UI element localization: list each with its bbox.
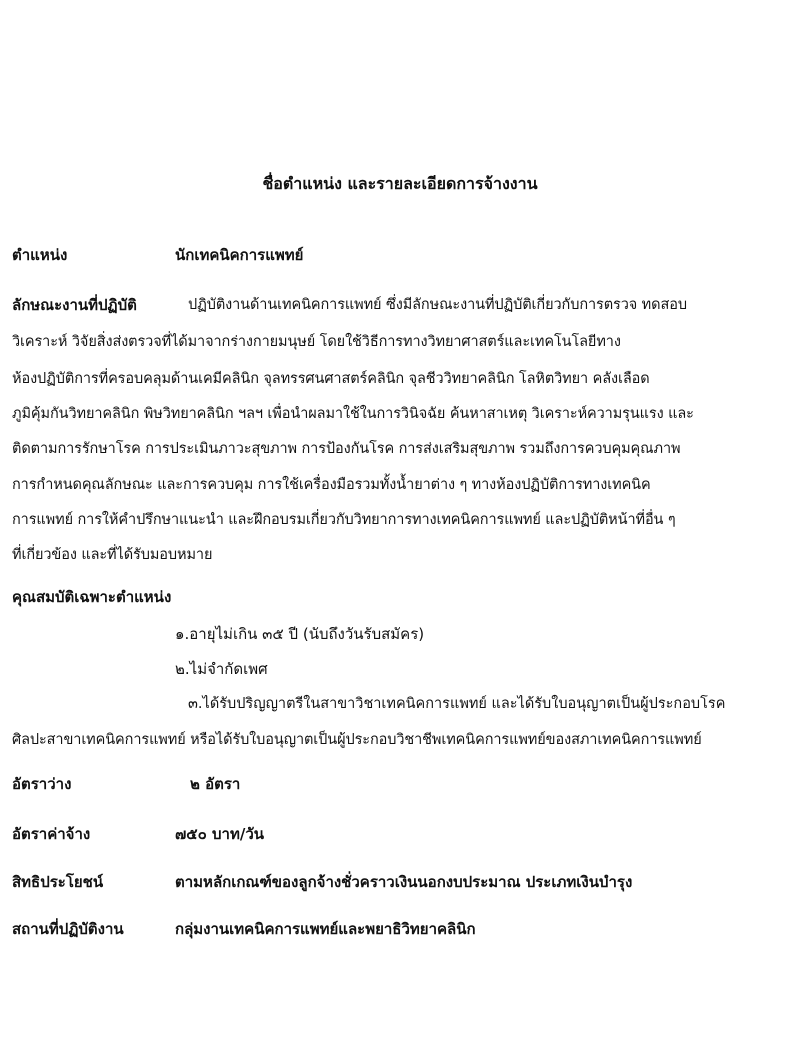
duties-line: การแพทย์ การให้คำปรึกษาแนะนำ และฝึกอบรมเกี่ยวกับวิทยาการทางเทคนิคการแพทย์ และปฏิบัติหน้าที่อื่น ๆ bbox=[12, 512, 676, 528]
duties-line: ห้องปฏิบัติการที่ครอบคลุมด้านเคมีคลินิก จุลทรรศนศาสตร์คลินิก จุลชีววิทยาคลินิก โลหิตวิทยา คลังเลือด bbox=[12, 371, 650, 387]
duties-label: ลักษณะงานที่ปฏิบัติ bbox=[12, 296, 137, 314]
workplace-label: สถานที่ปฏิบัติงาน bbox=[12, 920, 124, 938]
document-title: ชื่อตำแหน่ง และรายละเอียดการจ้างงาน bbox=[262, 174, 538, 193]
qualification-continuation: ศิลปะสาขาเทคนิคการแพทย์ หรือได้รับใบอนุญาตเป็นผู้ประกอบวิชาชีพเทคนิคการแพทย์ของสภาเทคนิคการแพทย์ bbox=[12, 732, 702, 748]
duties-line: ที่เกี่ยวข้อง และที่ได้รับมอบหมาย bbox=[12, 547, 213, 563]
vacancy-label: อัตราว่าง bbox=[12, 775, 72, 793]
benefits-value: ตามหลักเกณฑ์ของลูกจ้างชั่วคราวเงินนอกงบประมาณ ประเภทเงินบำรุง bbox=[175, 873, 633, 891]
qualification-item: ๓.ได้รับปริญญาตรีในสาขาวิชาเทคนิคการแพทย์ และได้รับใบอนุญาตเป็นผู้ประกอบโรค bbox=[188, 696, 726, 712]
position-label: ตำแหน่ง bbox=[12, 246, 68, 264]
duties-line: การกำหนดคุณลักษณะ และการควบคุม การใช้เครื่องมือรวมทั้งน้ำยาต่าง ๆ ทางห้องปฏิบัติการทางเทคนิค bbox=[12, 477, 651, 493]
qualification-item: ๑.อายุไม่เกิน ๓๕ ปี (นับถึงวันรับสมัคร) bbox=[175, 625, 425, 643]
duties-line: ติดตามการรักษาโรค การประเมินภาวะสุขภาพ การป้องกันโรค การส่งเสริมสุขภาพ รวมถึงการควบคุมคุณภาพ bbox=[12, 441, 681, 457]
wage-value: ๗๕๐ บาท/วัน bbox=[175, 825, 264, 843]
vacancy-value: ๒ อัตรา bbox=[190, 775, 241, 793]
duties-line: ปฏิบัติงานด้านเทคนิคการแพทย์ ซึ่งมีลักษณะงานที่ปฏิบัติเกี่ยวกับการตรวจ ทดสอบ bbox=[188, 297, 687, 313]
wage-label: อัตราค่าจ้าง bbox=[12, 825, 91, 843]
duties-line: วิเคราะห์ วิจัยสิ่งส่งตรวจที่ได้มาจากร่างกายมนุษย์ โดยใช้วิธีการทางวิทยาศาสตร์และเทคโนโลยีทาง bbox=[12, 334, 621, 350]
benefits-label: สิทธิประโยชน์ bbox=[12, 873, 104, 891]
duties-line: ภูมิคุ้มกันวิทยาคลินิก พิษวิทยาคลินิก ฯลฯ เพื่อนำผลมาใช้ในการวินิจฉัย ค้นหาสาเหตุ วิเคราะห์ความรุนแรง และ bbox=[12, 406, 694, 422]
qualifications-label: คุณสมบัติเฉพาะตำแหน่ง bbox=[12, 588, 172, 606]
position-value: นักเทคนิคการแพทย์ bbox=[175, 246, 304, 264]
qualification-item: ๒.ไม่จำกัดเพศ bbox=[175, 660, 268, 678]
workplace-value: กลุ่มงานเทคนิคการแพทย์และพยาธิวิทยาคลินิก bbox=[175, 920, 476, 938]
